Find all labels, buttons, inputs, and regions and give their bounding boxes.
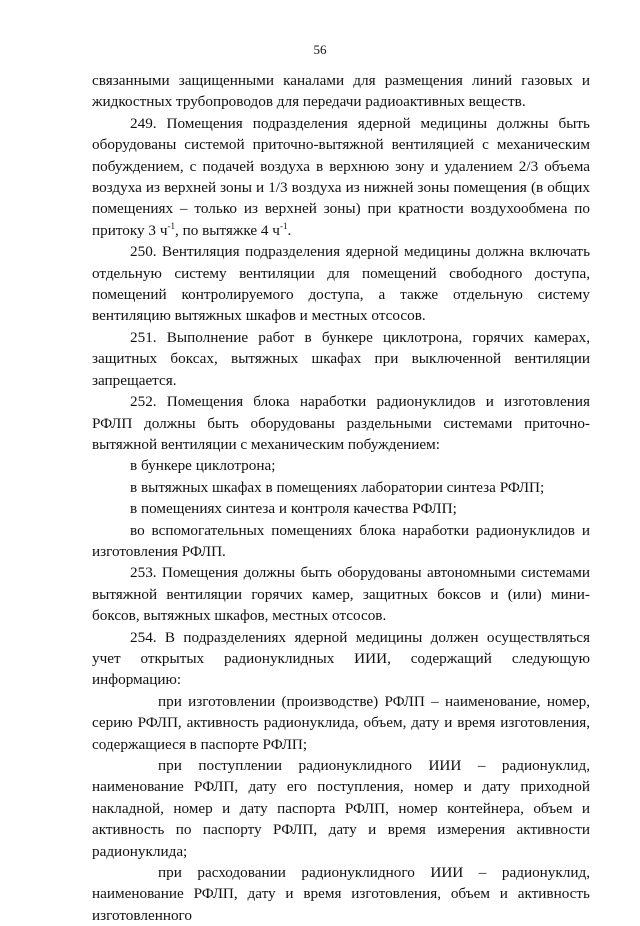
paragraph-250: 250. Вентиляция подразделения ядерной медицины должна включать отдельную систему вентиляции для помещений свободного доступа, помещений контролируемого доступа, а также отдельную систему вентиляцию вытяжных шкафов и местных отсосов. [92,243,590,325]
paragraph-254: 254. В подразделениях ядерной медицины должен осуществляться учет открытых радионуклидных ИИИ, содержащий следующую информацию: [92,628,590,689]
page-number: 56 [313,42,327,57]
list-item: при поступлении радионуклидного ИИИ – радионуклид, наименование РФЛП, дату его поступления, номер и дату приходной накладной, номер и дату паспорта РФЛП, номер контейнера, объем и активность по паспорту РФЛП, дату и время измерения активности радионуклида; [92,757,590,860]
list-item: при расходовании радионуклидного ИИИ – радионуклид, наименование РФЛП, дату и время изготовления, объем и активность изготовленного [92,864,590,924]
paragraph-249-text-c: . [287,221,292,239]
superscript: -1 [167,220,175,231]
document-body [92,70,590,926]
paragraph-249 [92,113,590,241]
paragraph-252: 252. Помещения блока наработки радионуклидов и изготовления РФЛП должны быть оборудованы раздельными системами приточно-вытяжной вентиляции с механическим побуждением: [92,393,590,453]
paragraph-253: 253. Помещения должны быть оборудованы автономными системами вытяжной вентиляции горячих камер, защитных боксов и (или) мини-боксов, вытяжных шкафов, местных отсосов. [92,564,590,625]
paragraph-249-text-a: 249. Помещения подразделения ядерной медицины должны быть оборудованы системой приточно-вытяжной вентиляцией с механическим побуждением, с подачей воздуха в верхнюю зону и удалением 2/3 объема воздуха из верхней зоны и 1/3 воздуха из нижней зоны помещения (в общих помещениях – только из верхней зоны) при кратности воздухообмена по притоку 3 ч [92,114,590,239]
list-item: при изготовлении (производстве) РФЛП – наименование, номер, серию РФЛП, активность радионуклида, объем, дату и время изготовления, содержащиеся в паспорте РФЛП; [92,692,590,753]
paragraph-249-text-b: , по вытяжке 4 ч [174,221,280,239]
list-item: в бункере циклотрона; [130,457,276,475]
superscript: -1 [279,220,288,231]
paragraph-251: 251. Выполнение работ в бункере циклотрона, горячих камерах, защитных боксах, вытяжных шкафах при выключенной вентиляции запрещается. [92,328,590,389]
list-item: во вспомогательных помещениях блока наработки радионуклидов и изготовления РФЛП. [92,521,590,560]
list-item: в вытяжных шкафах в помещениях лаборатории синтеза РФЛП; [130,478,545,496]
list-item: в помещениях синтеза и контроля качества РФЛП; [130,500,457,518]
paragraph-continuation: связанными защищенными каналами для размещения линий газовых и жидкостных трубопроводов для передачи радиоактивных веществ. [92,72,590,111]
